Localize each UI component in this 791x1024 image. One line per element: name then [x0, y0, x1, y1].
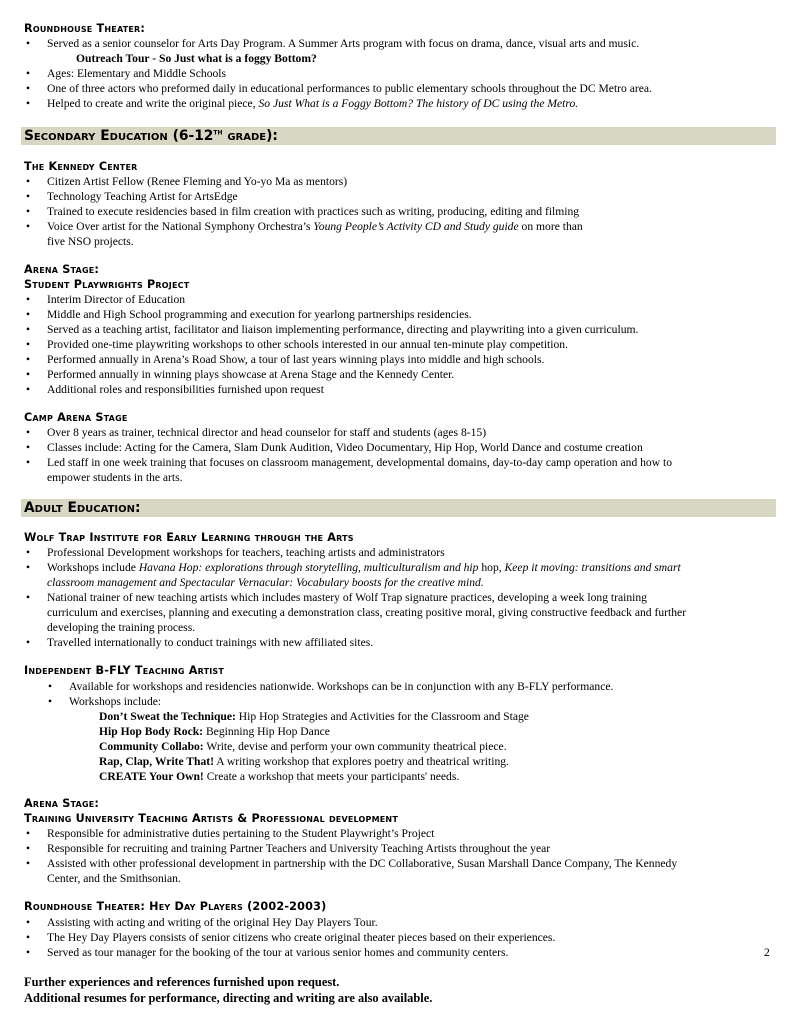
list-item: • Over 8 years as trainer, technical director and head counselor for staff and students (ages 8-15) [26, 426, 487, 439]
arena-stage-heading: Arena Stage: [24, 797, 100, 810]
list-item: • Travelled internationally to conduct trainings with new affiliated sites. [26, 636, 374, 649]
list-item: • Served as a teaching artist, facilitator and liaison implementing performance, directing and playwriting into a given curriculum. [26, 323, 639, 336]
list-item: • Assisting with acting and writing of the original Hey Day Players Tour. [26, 916, 378, 929]
list-item: • Led staff in one week training that focuses on classroom management, developmental domains, day-to-day camp operation and how to [26, 456, 673, 469]
list-item: • Citizen Artist Fellow (Renee Fleming and Yo-yo Ma as mentors) [26, 175, 348, 188]
list-item: • Workshops include Havana Hop: explorations through storytelling, multiculturalism and hip hop, Keep it moving: transitions and smart [26, 561, 681, 574]
list-item: • Classes include: Acting for the Camera, Slam Dunk Audition, Video Documentary, Hip Hop, World Dance and costume creation [26, 441, 643, 454]
footer-line: Additional resumes for performance, directing and writing are also available. [24, 991, 433, 1005]
list-item: • Provided one-time playwriting workshops to other schools interested in our annual ten-minute play competition. [26, 338, 568, 351]
list-item: • Responsible for administrative duties pertaining to the Student Playwright’s Project [26, 827, 435, 840]
list-item-continuation: developing the training process. [47, 621, 196, 634]
student-playwrights-heading: Student Playwrights Project [24, 278, 190, 291]
footer-line: Further experiences and references furnished upon request. [24, 975, 340, 989]
bfly-heading: Independent B-FLY Teaching Artist [24, 664, 225, 677]
camp-arena-heading: Camp Arena Stage [24, 411, 128, 424]
workshop-item: CREATE Your Own! Create a workshop that meets your participants' needs. [99, 770, 460, 783]
list-item-continuation: five NSO projects. [47, 235, 134, 248]
list-item: • Technology Teaching Artist for ArtsEdge [26, 190, 238, 203]
workshop-item: Rap, Clap, Write That! A writing workshop that explores poetry and theatrical writing. [99, 755, 509, 768]
list-item-continuation: curriculum and exercises, planning and executing a demonstration class, creating positive moral, giving constructive feedback and further [47, 606, 687, 619]
list-item: • Responsible for recruiting and training Partner Teachers and University Teaching Artists throughout the year [26, 842, 551, 855]
list-item: • Additional roles and responsibilities furnished upon request [26, 383, 324, 396]
list-item: • Professional Development workshops for teachers, teaching artists and administrators [26, 546, 445, 559]
workshop-item: Community Collabo: Write, devise and perform your own community theatrical piece. [99, 740, 507, 753]
outreach-tour-title: Outreach Tour - So Just what is a foggy Bottom? [76, 52, 317, 65]
list-item-continuation: empower students in the arts. [47, 471, 183, 484]
list-item: • National trainer of new teaching artists which includes mastery of Wolf Trap signature practices, developing a week long training [26, 591, 647, 604]
wolf-trap-heading: Wolf Trap Institute for Early Learning through the Arts [24, 531, 354, 544]
list-item: • Assisted with other professional development in partnership with the DC Collaborative, Susan Marshall Dance Company, The Kennedy [26, 857, 678, 870]
training-university-heading: Training University Teaching Artists & Professional development [24, 812, 398, 825]
list-item: • Helped to create and write the original piece, So Just What is a Foggy Bottom? The history of DC using the Metro. [26, 97, 579, 110]
list-item: • Served as tour manager for the booking of the tour at various senior homes and community centers. [26, 946, 509, 959]
list-item: • Trained to execute residencies based in film creation with practices such as writing, producing, editing and filming [26, 205, 580, 218]
list-item: • The Hey Day Players consists of senior citizens who create original theater pieces based on their experiences. [26, 931, 556, 944]
roundhouse-heading: Roundhouse Theater: [24, 22, 146, 35]
list-item: • Middle and High School programming and execution for yearlong partnerships residencies. [26, 308, 472, 321]
page-number: 2 [764, 946, 770, 959]
list-item: • Performed annually in winning plays showcase at Arena Stage and the Kennedy Center. [26, 368, 455, 381]
list-item: • Workshops include: [48, 695, 162, 708]
list-item: • Voice Over artist for the National Symphony Orchestra’s Young People’s Activity CD and Study guide on more than [26, 220, 583, 233]
list-item: • One of three actors who preformed daily in educational performances to public elementary schools throughout the DC Metro area. [26, 82, 652, 95]
arena-stage-heading: Arena Stage: [24, 263, 100, 276]
kennedy-center-heading: The Kennedy Center [24, 160, 138, 173]
list-item-continuation: classroom management and Spectacular Vernacular: Vocabulary boosts for the creative mind. [47, 576, 484, 589]
list-item: • Served as a senior counselor for Arts Day Program. A Summer Arts program with focus on drama, dance, visual arts and music. [26, 37, 640, 50]
list-item-continuation: Center, and the Smithsonian. [47, 872, 181, 885]
section-bar-adult-education: Adult Education: [21, 499, 776, 517]
workshop-item: Hip Hop Body Rock: Beginning Hip Hop Dance [99, 725, 330, 738]
list-item: • Performed annually in Arena’s Road Show, a tour of last years winning plays into middle and high schools. [26, 353, 545, 366]
list-item: • Available for workshops and residencies nationwide. Workshops can be in conjunction with any B-FLY performance. [48, 680, 614, 693]
list-item: • Ages: Elementary and Middle Schools [26, 67, 227, 80]
workshop-item: Don’t Sweat the Technique: Hip Hop Strategies and Activities for the Classroom and Stage [99, 710, 529, 723]
section-bar-secondary-education: Secondary Education (6-12th grade): [21, 127, 776, 145]
list-item: • Interim Director of Education [26, 293, 186, 306]
hey-day-players-heading: Roundhouse Theater: Hey Day Players (2002-2003) [24, 900, 327, 913]
